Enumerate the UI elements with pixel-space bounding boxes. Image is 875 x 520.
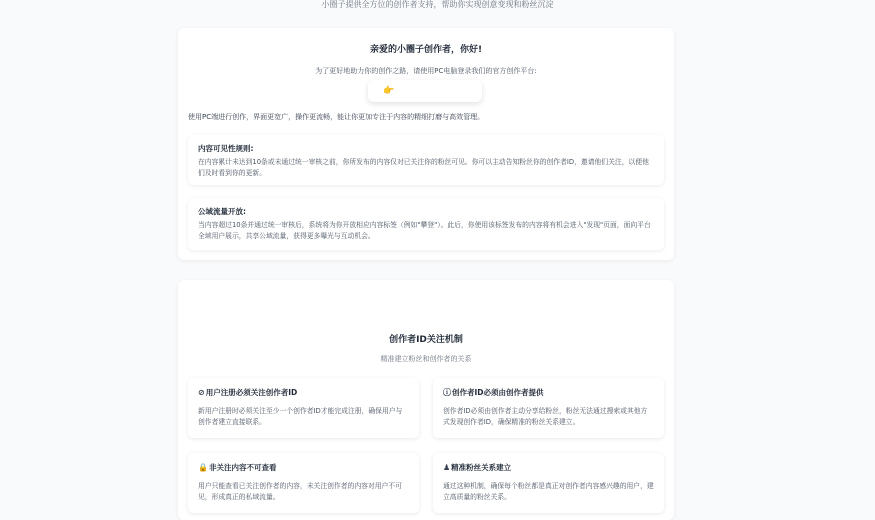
pc-platform-button[interactable]	[368, 80, 482, 102]
welcome-title: 亲爱的小圈子创作者，你好!	[369, 45, 483, 55]
info-circle-icon: ⓘ	[443, 388, 451, 397]
pointing-hand-icon: 👉	[383, 86, 395, 96]
rule-title: 公域流量开放:	[198, 207, 246, 216]
feature-card	[433, 378, 664, 438]
feature-card	[188, 378, 419, 438]
users-icon: ♟	[443, 463, 451, 472]
rule-title: 内容可见性规则:	[198, 144, 254, 153]
lock-icon: 🔒	[198, 463, 208, 472]
welcome-description: 使用PC端进行创作，界面更宽广，操作更流畅，能让你更加专注于内容的精细打磨与高效管理。	[188, 113, 485, 121]
rule-body: 在内容累计未达到10条或未通过统一审核之前，你所发布的内容仅对已关注你的粉丝可见。你可以主动告知粉丝你的创作者ID，邀请他们关注，以便他们及时看到你的更新。	[198, 158, 649, 177]
check-circle-icon: ⊘	[198, 388, 205, 397]
feature-title: 用户注册必须关注创作者ID	[205, 388, 298, 397]
feature-card	[433, 453, 664, 513]
feature-body: 新用户注册时必须关注至少一个创作者ID才能完成注册，确保用户与创作者建立直接联系。	[198, 407, 403, 426]
feature-body: 创作者ID必须由创作者主动分享给粉丝，粉丝无法通过搜索或其他方式发现创作者ID，确保精准的粉丝关系建立。	[443, 407, 648, 426]
feature-title: 创作者ID必须由创作者提供	[452, 388, 544, 397]
rule-body: 当内容超过10条并通过统一审核后，系统将为你开放相应内容标签（例如"攀登"）。此后，你使用该标签发布的内容将有机会进入"发现"页面，面向平台全域用户展示，共享公域流量，获得更多曝光与互动机会。	[198, 221, 651, 240]
feature-title: 精准粉丝关系建立	[451, 463, 512, 472]
public-traffic-rule-card	[188, 198, 664, 250]
feature-card	[188, 453, 419, 513]
mechanism-card	[178, 280, 674, 520]
feature-title: 非关注内容不可查看	[208, 463, 277, 472]
visibility-rule-card	[188, 135, 664, 185]
page-tagline: 小圈子提供全方位的创作者支持，帮助你实现创意变现和粉丝沉淀	[321, 0, 554, 9]
feature-body: 用户只能查看已关注创作者的内容，未关注创作者的内容对用户不可见，形成真正的私域流量。	[198, 482, 402, 501]
mechanism-subtitle: 精准建立粉丝和创作者的关系	[380, 355, 472, 363]
welcome-intro: 为了更好地助力你的创作之路，请使用PC电脑登录我们的官方创作平台:	[315, 67, 537, 75]
feature-body: 通过这种机制，确保每个粉丝都是真正对创作者内容感兴趣的用户，建立高质量的粉丝关系。	[443, 482, 654, 501]
welcome-card	[178, 28, 674, 260]
mechanism-title: 创作者ID关注机制	[389, 335, 463, 345]
